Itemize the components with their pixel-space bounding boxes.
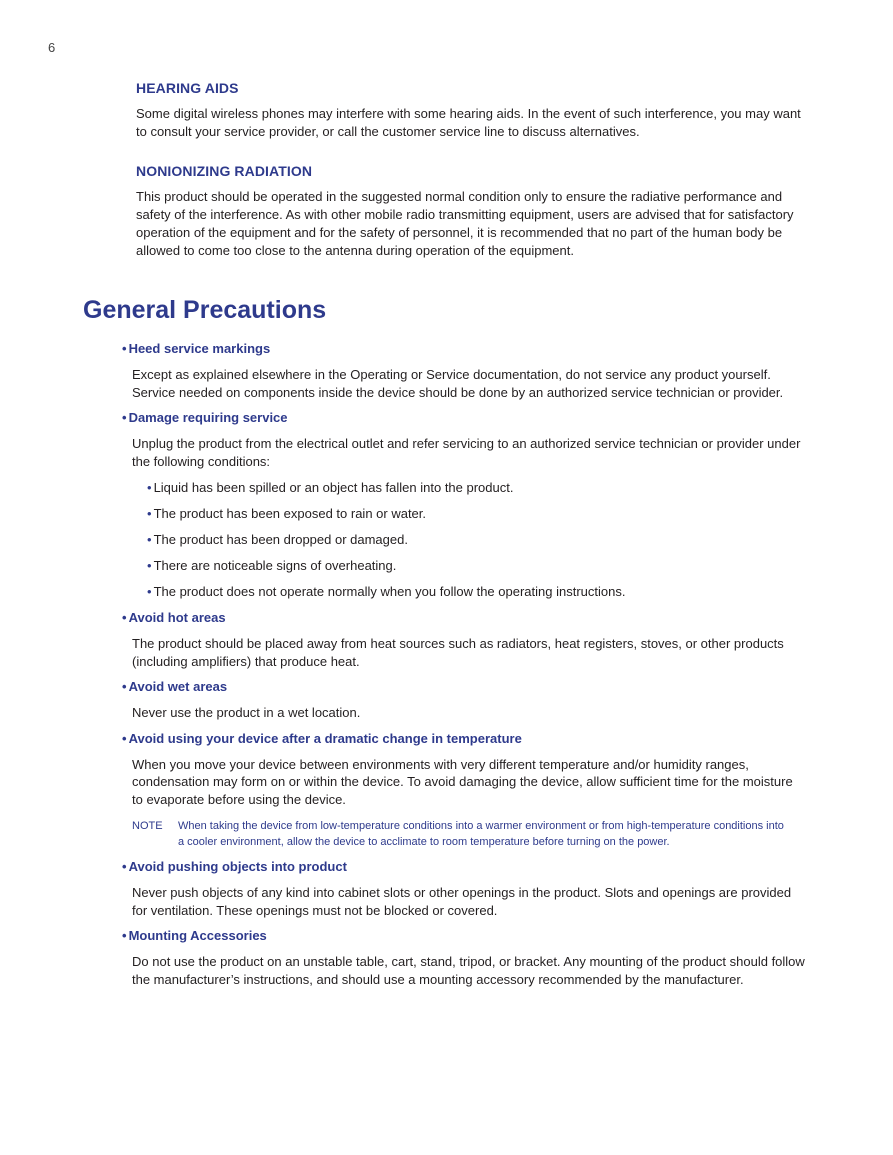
precaution-text: Unplug the product from the electrical outlet and refer servicing to an authorized service technician or provider under the following conditions:	[132, 436, 801, 469]
nonionizing-heading: NONIONIZING RADIATION	[136, 163, 313, 179]
general-precautions-title: General Precautions	[83, 296, 327, 324]
note-label: NOTE	[132, 820, 163, 832]
page-number: 6	[48, 40, 56, 55]
precautions-list	[122, 340, 807, 996]
precaution-item	[122, 858, 807, 919]
bullet-icon: •	[147, 506, 152, 521]
precaution-item	[122, 609, 807, 670]
condition-item: • The product has been dropped or damaged.	[147, 532, 408, 547]
condition-item: • There are noticeable signs of overheating.	[147, 558, 397, 573]
precaution-title: • Avoid pushing objects into product	[122, 859, 347, 874]
precaution-item	[122, 730, 807, 851]
bullet-icon: •	[147, 558, 152, 573]
precaution-text: Except as explained elsewhere in the Operating or Service documentation, do not service any product yourself. Service needed on components inside the device should be done by an authorized service technician or provider.	[132, 367, 784, 400]
condition-item: • The product does not operate normally when you follow the operating instructions.	[147, 584, 626, 599]
precaution-text: The product should be placed away from heat sources such as radiators, heat registers, stoves, or other products (including amplifiers) that produce heat.	[132, 636, 784, 669]
bullet-icon: •	[147, 584, 152, 599]
precaution-item	[122, 409, 807, 601]
bullet-icon: •	[122, 341, 127, 356]
bullet-icon: •	[122, 410, 127, 425]
condition-item: • The product has been exposed to rain or water.	[147, 506, 427, 521]
precaution-item	[122, 340, 807, 401]
precaution-text: When you move your device between environments with very different temperature and/or humidity ranges, condensation may form on or within the device. To avoid damaging the device, allow sufficient time for the moisture to evaporate before using the device.	[132, 756, 793, 807]
hearing-aids-section	[136, 80, 806, 141]
precaution-text: Never use the product in a wet location.	[132, 705, 361, 720]
hearing-aids-heading: HEARING AIDS	[136, 80, 239, 96]
condition-list	[147, 479, 807, 601]
precaution-text: Never push objects of any kind into cabinet slots or other openings in the product. Slots and openings are provided for ventilation. These openings must not be blocked or covered.	[132, 885, 792, 918]
note-text: When taking the device from low-temperature conditions into a warmer environment or from high-temperature conditions into a cooler environment, allow the device to acclimate to room temperature before turning on the power.	[178, 820, 784, 848]
precaution-title: • Mounting Accessories	[122, 928, 267, 943]
nonionizing-text: This product should be operated in the suggested normal condition only to ensure the radiative performance and safety of the interference. As with other mobile radio transmitting equipment, users are advised that for satisfactory operation of the equipment and for the safety of personnel, it is recommended that no part of the human body be allowed to come too close to the antenna during operation of the equipment.	[136, 189, 794, 258]
bullet-icon: •	[147, 532, 152, 547]
precaution-text: Do not use the product on an unstable table, cart, stand, tripod, or bracket. Any mounting of the product should follow the manufacturer’s instructions, and should use a mounting accessory recommended by the manufacturer.	[132, 954, 805, 987]
bullet-icon: •	[122, 730, 127, 746]
precaution-item	[122, 678, 807, 722]
bullet-icon: •	[147, 480, 152, 495]
nonionizing-section	[136, 163, 806, 260]
precaution-title: • Avoid hot areas	[122, 610, 226, 625]
precaution-title: • Damage requiring service	[122, 410, 288, 425]
precaution-title: • Heed service markings	[122, 341, 271, 356]
bullet-icon: •	[122, 928, 127, 943]
bullet-icon: •	[122, 679, 127, 694]
bullet-icon: •	[122, 610, 127, 625]
bullet-icon: •	[122, 859, 127, 874]
condition-item: • Liquid has been spilled or an object has fallen into the product.	[147, 480, 514, 495]
hearing-aids-text: Some digital wireless phones may interfere with some hearing aids. In the event of such interference, you may want to consult your service provider, or call the customer service line to discuss alternatives.	[136, 106, 801, 139]
precaution-title: • Avoid using your device after a dramatic change in temperature	[122, 730, 522, 746]
note-block	[132, 818, 807, 850]
precaution-title: • Avoid wet areas	[122, 679, 228, 694]
precaution-item	[122, 927, 807, 988]
